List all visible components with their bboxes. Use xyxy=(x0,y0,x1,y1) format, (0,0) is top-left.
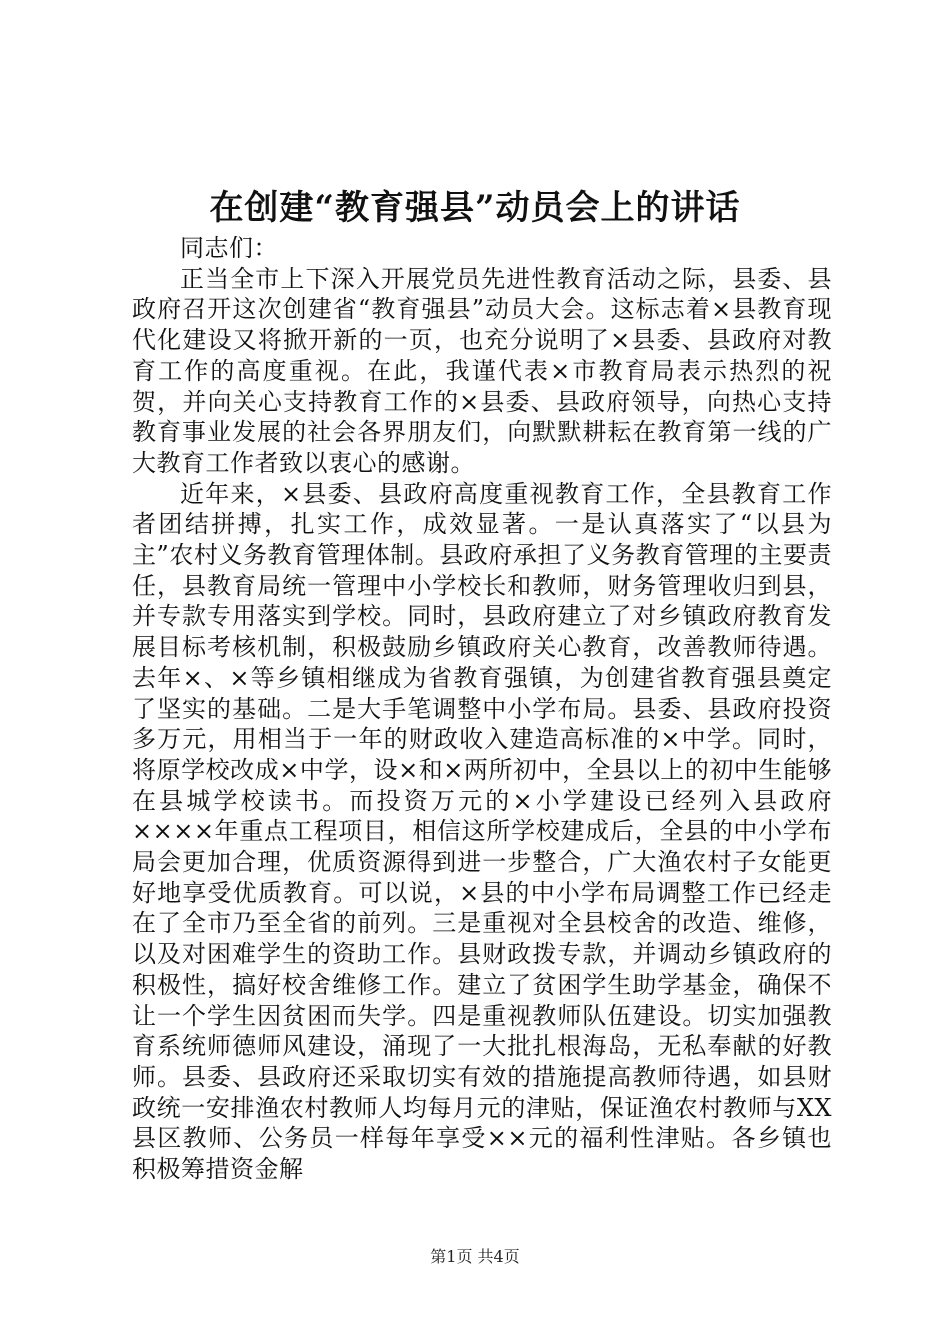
paragraph-2: 近年来，×县委、县政府高度重视教育工作，全县教育工作者团结拼搏，扎实工作，成效显著。一是认真落实了“以县为主”农村义务教育管理体制。县政府承担了义务教育管理的主要责任，县教育局统一管理中小学校长和教师，财务管理收归到县，并专款专用落实到学校。同时，县政府建立了对乡镇政府教育发展目标考核机制，积极鼓励乡镇政府关心教育，改善教师待遇。去年×、×等乡镇相继成为省教育强镇，为创建省教育强县奠定了坚实的基础。二是大手笔调整中小学布局。县委、县政府投资多万元，用相当于一年的财政收入建造高标准的×中学。同时，将原学校改成×中学，设×和×两所初中，全县以上的初中生能够在县城学校读书。而投资万元的×小学建设已经列入县政府××××年重点工程项目，相信这所学校建成后，全县的中小学布局会更加合理，优质资源得到进一步整合，广大渔农村子女能更好地享受优质教育。可以说，×县的中小学布局调整工作已经走在了全市乃至全省的前列。三是重视对全县校舍的改造、维修，以及对困难学生的资助工作。县财政拨专款，并调动乡镇政府的积极性，搞好校舍维修工作。建立了贫困学生助学基金，确保不让一个学生因贫困而失学。四是重视教师队伍建设。切实加强教育系统师德师风建设，涌现了一大批扎根海岛，无私奉献的好教师。县委、县政府还采取切实有效的措施提高教师待遇，如县财政统一安排渔农村教师人均每月元的津贴，保证渔农村教师与XX县区教师、公务员一样每年享受××元的福利性津贴。各乡镇也积极筹措资金解 xyxy=(132,479,832,1184)
paragraph-1: 正当全市上下深入开展党员先进性教育活动之际，县委、县政府召开这次创建省“教育强县”动员大会。这标志着×县教育现代化建设又将掀开新的一页，也充分说明了×县委、县政府对教育工作的高度重视。在此，我谨代表×市教育局表示热烈的祝贺，并向关心支持教育工作的×县委、县政府领导，向热心支持教育事业发展的社会各界朋友们，向默默耕耘在教育第一线的广大教育工作者致以衷心的感谢。 xyxy=(132,264,832,477)
document-body xyxy=(132,233,832,1185)
page-number-footer: 第1页 共4页 xyxy=(430,1247,520,1266)
salutation: 同志们： xyxy=(180,234,278,262)
document-title: 在创建“教育强县”动员会上的讲话 xyxy=(209,188,741,228)
